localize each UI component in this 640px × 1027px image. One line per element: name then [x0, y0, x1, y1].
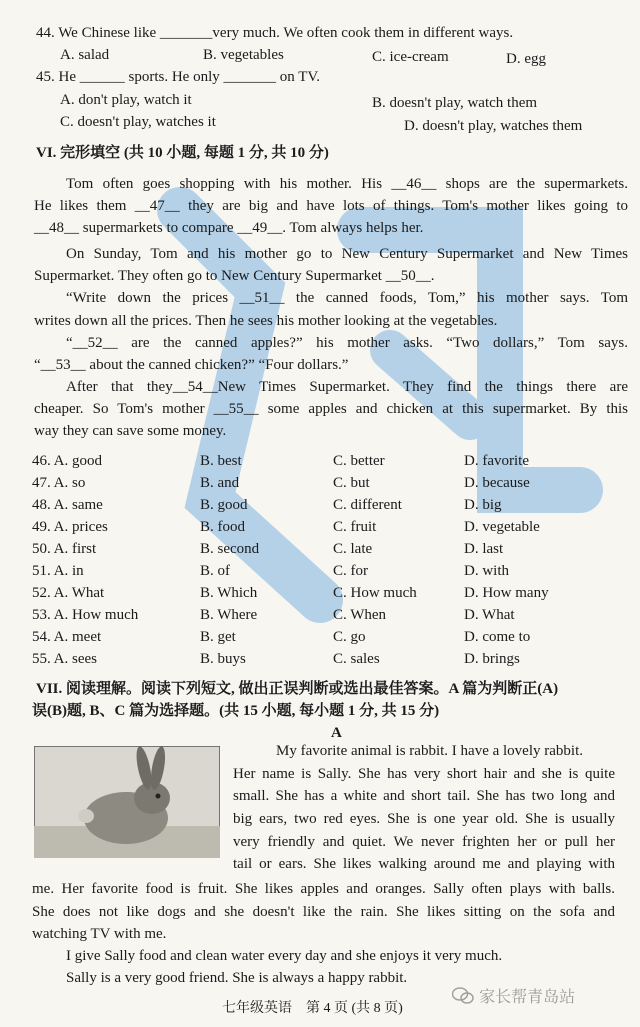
rabbit-image	[34, 746, 220, 858]
passage-line: __48__ supermarkets to compare __49__. Tom always helps her.	[34, 220, 424, 236]
option-49-c: C. fruit	[333, 519, 377, 535]
option-52-d: D. How many	[464, 585, 549, 601]
option-49-b: B. food	[200, 519, 245, 535]
passage-line: On Sunday, Tom and his mother go to New Century Supermarket and New Times	[66, 246, 628, 262]
option-51-b: B. of	[200, 563, 230, 579]
option-55-a: 55. A. sees	[32, 651, 97, 667]
option-52-b: B. Which	[200, 585, 258, 601]
passage-a-line: me. Her favorite food is fruit. She likes apples and oranges. Sally often plays with balls.	[32, 881, 615, 897]
option-51-a: 51. A. in	[32, 563, 84, 579]
option-55-c: C. sales	[333, 651, 380, 667]
option-54-b: B. get	[200, 629, 236, 645]
passage-a-line: very friendly and quiet. We never frighten her or pull her	[233, 834, 615, 850]
passage-a-line: small. She has a white and short tail. She has two long and	[233, 788, 615, 804]
passage-a-line: big ears, two red eyes. She is one year old. She is usually	[233, 811, 615, 827]
wechat-account-name: 家长帮青岛站	[479, 987, 576, 1006]
option-51-c: C. for	[333, 563, 368, 579]
option-47-a: 47. A. so	[32, 475, 86, 491]
option-54-d: D. come to	[464, 629, 531, 645]
passage-a-line: I give Sally food and clean water every day and she enjoys it very much.	[66, 948, 503, 964]
passage-a-title: A	[331, 725, 342, 741]
passage-a-line: My favorite animal is rabbit. I have a lovely rabbit.	[276, 743, 583, 759]
option-47-c: C. but	[333, 475, 370, 491]
wechat-icon	[452, 987, 474, 1005]
option-53-c: C. When	[333, 607, 387, 623]
q44-option-d: D. egg	[506, 51, 546, 67]
page-footer: 七年级英语 第 4 页 (共 8 页)	[222, 1001, 403, 1016]
q45-option-a: A. don't play, watch it	[60, 92, 192, 108]
option-50-b: B. second	[200, 541, 260, 557]
option-52-c: C. How much	[333, 585, 417, 601]
wechat-logo	[452, 984, 575, 1007]
option-48-d: D. big	[464, 497, 502, 513]
option-54-c: C. go	[333, 629, 366, 645]
q44-option-a: A. salad	[60, 47, 110, 63]
passage-line: He likes them __47__ they are big and have lots of things. Tom's mother likes going to	[34, 198, 628, 214]
passage-line: Tom often goes shopping with his mother. His __46__ shops are the supermarkets.	[66, 176, 628, 192]
option-53-b: B. Where	[200, 607, 258, 623]
passage-a-line: She does not like dogs and she doesn't like the rain. She likes sitting on the sofa and	[32, 904, 615, 920]
q45-option-d: D. doesn't play, watches them	[404, 118, 583, 134]
passage-a-line: Her name is Sally. She has very short hair and she is quite	[233, 766, 615, 782]
passage-line: Supermarket. They often go to New Century Supermarket __50__.	[34, 268, 435, 284]
passage-a-line: watching TV with me.	[32, 926, 167, 942]
option-48-a: 48. A. same	[32, 497, 103, 513]
q45-option-b: B. doesn't play, watch them	[372, 95, 538, 111]
option-54-a: 54. A. meet	[32, 629, 102, 645]
passage-line: “__52__ are the canned apples?” his mother asks. “Two dollars,” Tom says.	[66, 335, 628, 351]
passage-line: “__53__ about the canned chicken?” “Four dollars.”	[34, 357, 349, 373]
option-49-d: D. vegetable	[464, 519, 540, 535]
q44-option-b: B. vegetables	[203, 47, 284, 63]
passage-line: way they can save some money.	[34, 423, 227, 439]
passage-line: After that they__54__New Times Supermarket. They find the things there are	[66, 379, 628, 395]
option-50-d: D. last	[464, 541, 504, 557]
option-46-a: 46. A. good	[32, 453, 103, 469]
passage-a-line: tail or ears. She likes walking around me and playing with	[233, 856, 615, 872]
option-46-c: C. better	[333, 453, 385, 469]
q45-option-c: C. doesn't play, watches it	[60, 114, 216, 130]
option-52-a: 52. A. What	[32, 585, 105, 601]
option-55-b: B. buys	[200, 651, 246, 667]
option-46-b: B. best	[200, 453, 242, 469]
option-49-a: 49. A. prices	[32, 519, 108, 535]
section-6-heading: VI. 完形填空 (共 10 小题, 每题 1 分, 共 10 分)	[36, 145, 329, 161]
option-53-a: 53. A. How much	[32, 607, 139, 623]
option-48-b: B. good	[200, 497, 248, 513]
passage-line: “Write down the prices __51__ the canned foods, Tom,” his mother says. Tom	[66, 290, 628, 306]
passage-line: writes down all the prices. Then he sees his mother looking at the vegetables.	[34, 313, 498, 329]
section-7-heading: VII. 阅读理解。阅读下列短文, 做出正误判断或选出最佳答案。A 篇为判断正(A)	[36, 681, 559, 697]
q44-stem: 44. We Chinese like _______very much. We often cook them in different ways.	[36, 25, 514, 41]
option-50-c: C. late	[333, 541, 373, 557]
option-46-d: D. favorite	[464, 453, 529, 469]
option-47-d: D. because	[464, 475, 530, 491]
option-48-c: C. different	[333, 497, 402, 513]
option-50-a: 50. A. first	[32, 541, 97, 557]
option-53-d: D. What	[464, 607, 515, 623]
section-7-heading-cont: 误(B)题, B、C 篇为选择题。(共 15 小题, 每小题 1 分, 共 15 分)	[32, 703, 440, 719]
option-55-d: D. brings	[464, 651, 520, 667]
q44-option-c: C. ice-cream	[372, 49, 449, 65]
passage-a-line: Sally is a very good friend. She is always a happy rabbit.	[66, 970, 408, 986]
option-47-b: B. and	[200, 475, 240, 491]
option-51-d: D. with	[464, 563, 509, 579]
q45-stem: 45. He ______ sports. He only _______ on TV.	[36, 69, 321, 85]
passage-line: cheaper. So Tom's mother __55__ some apples and chicken at this supermarket. By this	[34, 401, 628, 417]
